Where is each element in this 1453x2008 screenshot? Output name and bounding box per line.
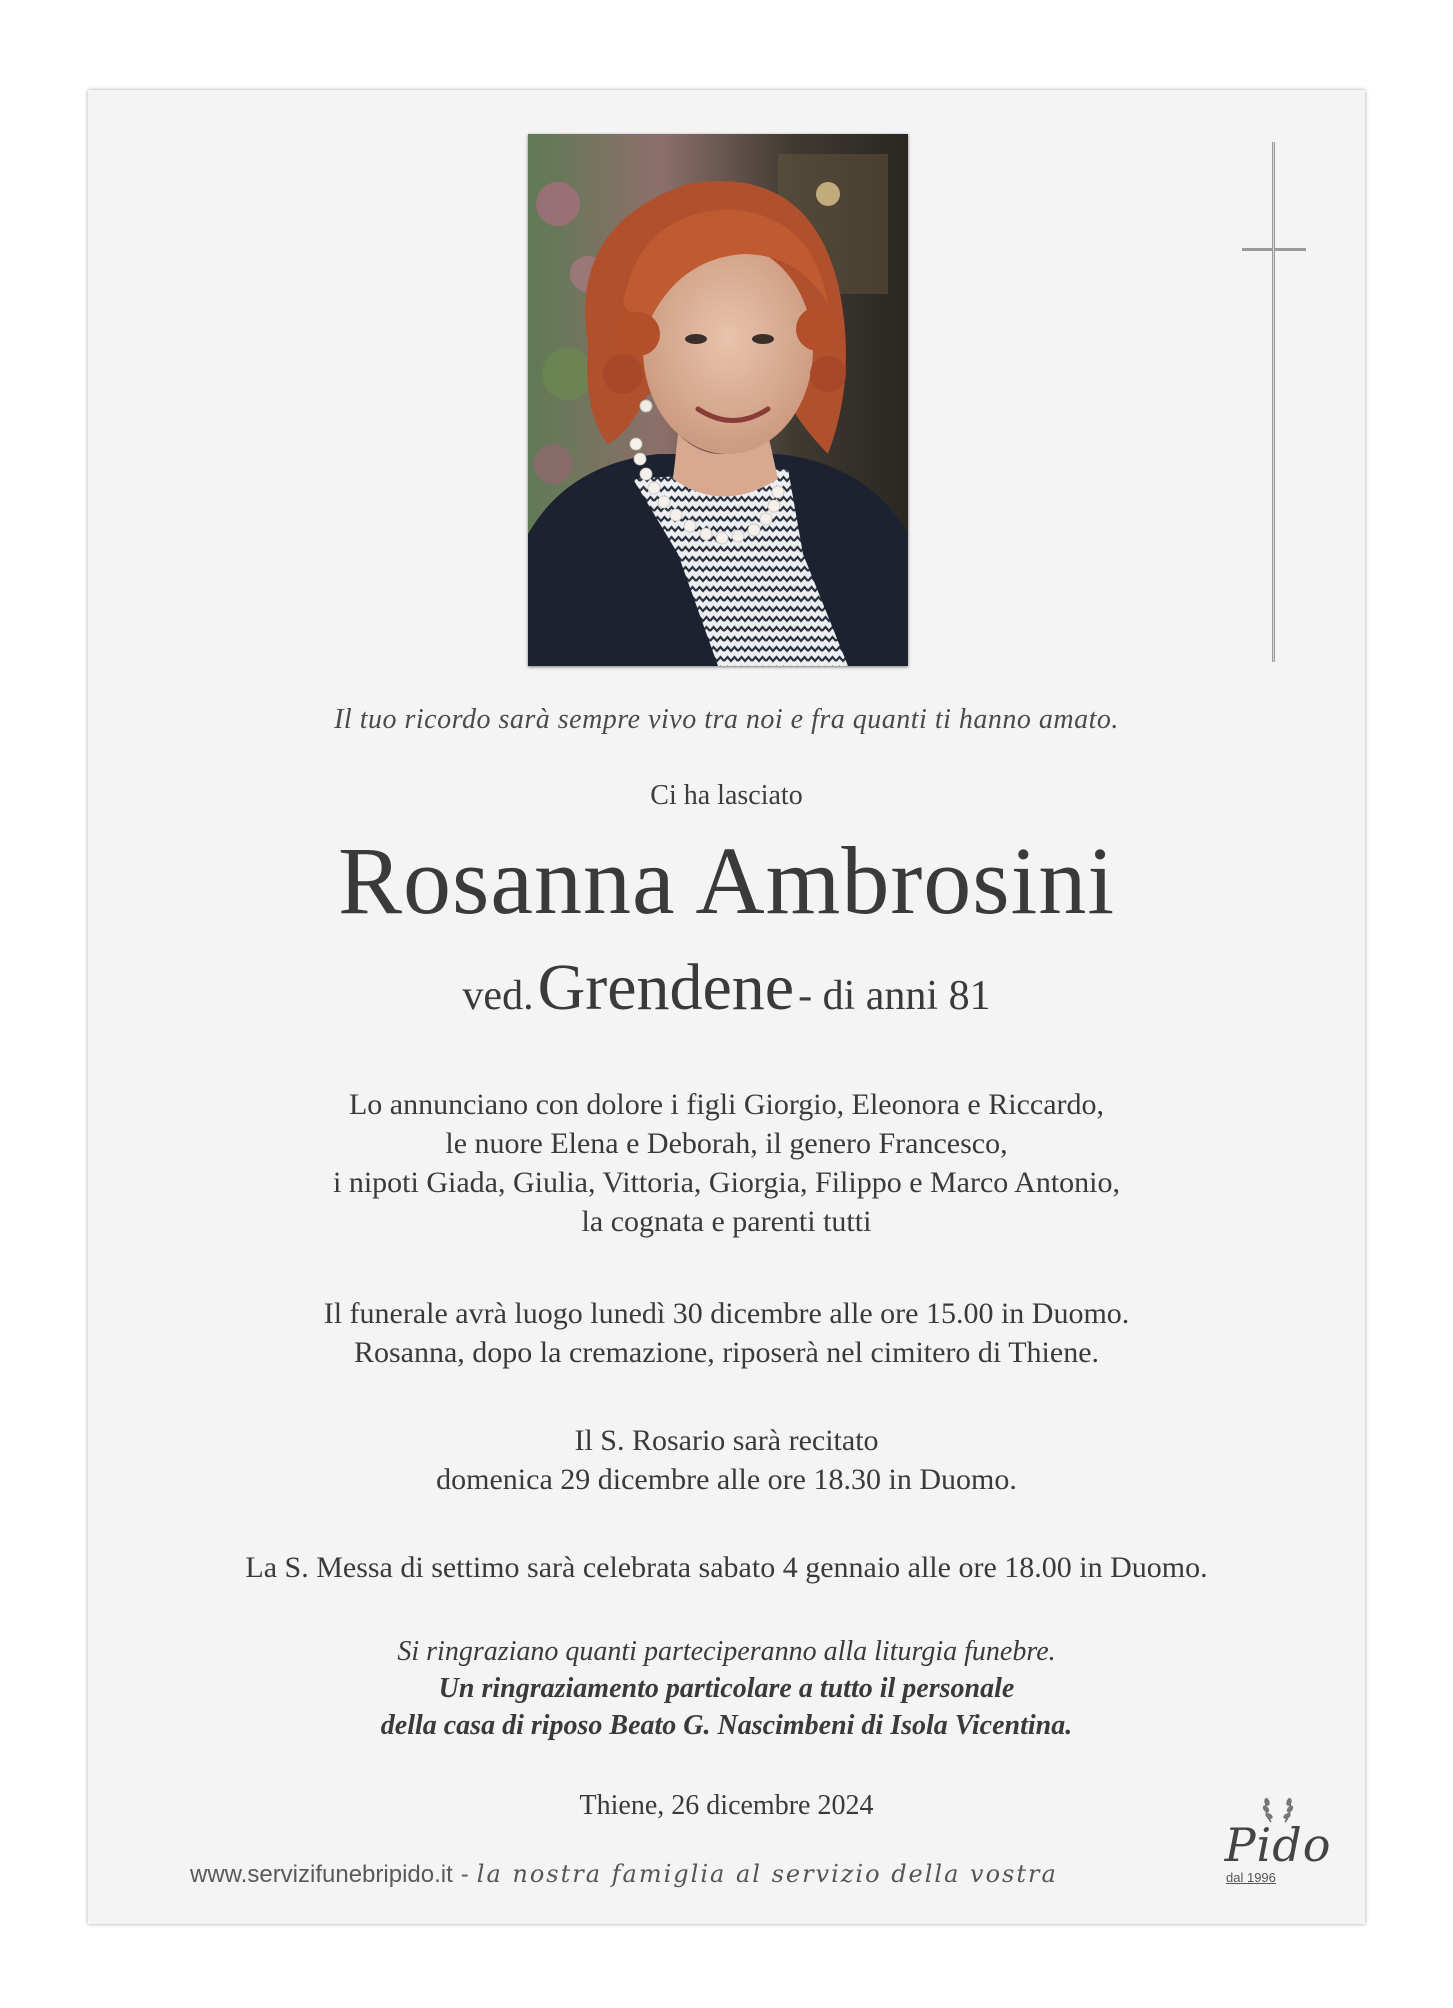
memorial-quote: Il tuo ricordo sarà sempre vivo tra noi e fra quanti ti hanno amato. (334, 704, 1119, 735)
funeral-line: Rosanna, dopo la cremazione, riposerà nel cimitero di Thiene. (353, 1336, 1100, 1369)
announcement-line: le nuore Elena e Deborah, il genero Francesco, (445, 1127, 1008, 1160)
announcement-paragraph (88, 1085, 1365, 1241)
thanks-line-emphasis: della casa di riposo Beato G. Nascimbeni di Isola Vicentina. (380, 1710, 1073, 1741)
intro-text: Ci ha lasciato (650, 780, 803, 811)
obituary-card (88, 90, 1365, 1924)
thanks-line: Si ringraziano quanti parteciperanno alla liturgia funebre. (397, 1636, 1056, 1667)
company-logo (1208, 1790, 1348, 1885)
rosary-line: Il S. Rosario sarà recitato (574, 1424, 879, 1457)
cross-icon (1240, 142, 1310, 662)
portrait-photo (528, 134, 908, 666)
footer-separator: - (460, 1861, 469, 1888)
funeral-line: Il funerale avrà luogo lunedì 30 dicembre alle ore 15.00 in Duomo. (323, 1297, 1130, 1330)
logo-wordmark: Pido (1224, 1818, 1332, 1872)
thanks-paragraph (88, 1633, 1365, 1744)
age-text: - di anni 81 (798, 973, 991, 1019)
married-surname: Grendene (537, 951, 795, 1024)
widow-line (88, 950, 1365, 1026)
rosary-line: domenica 29 dicembre alle ore 18.30 in Duomo. (436, 1463, 1017, 1496)
footer (190, 1860, 1058, 1889)
footer-slogan: la nostra famiglia al servizio della vostra (476, 1860, 1058, 1888)
deceased-name: Rosanna Ambrosini (338, 827, 1115, 934)
website-link[interactable]: www.servizifunebripido.it (190, 1861, 453, 1888)
thanks-line-emphasis: Un ringraziamento particolare a tutto il personale (438, 1673, 1015, 1704)
place-date: Thiene, 26 dicembre 2024 (579, 1790, 874, 1821)
widow-prefix: ved. (462, 973, 534, 1019)
rosary-paragraph (88, 1421, 1365, 1499)
announcement-line: Lo annunciano con dolore i figli Giorgio, Eleonora e Riccardo, (348, 1088, 1105, 1121)
logo-since: dal 1996 (1226, 1870, 1276, 1885)
announcement-line: i nipoti Giada, Giulia, Vittoria, Giorgia, Filippo e Marco Antonio, (332, 1166, 1120, 1199)
funeral-paragraph (88, 1294, 1365, 1372)
announcement-line: la cognata e parenti tutti (581, 1205, 872, 1238)
mass-paragraph: La S. Messa di settimo sarà celebrata sabato 4 gennaio alle ore 18.00 in Duomo. (245, 1551, 1208, 1584)
